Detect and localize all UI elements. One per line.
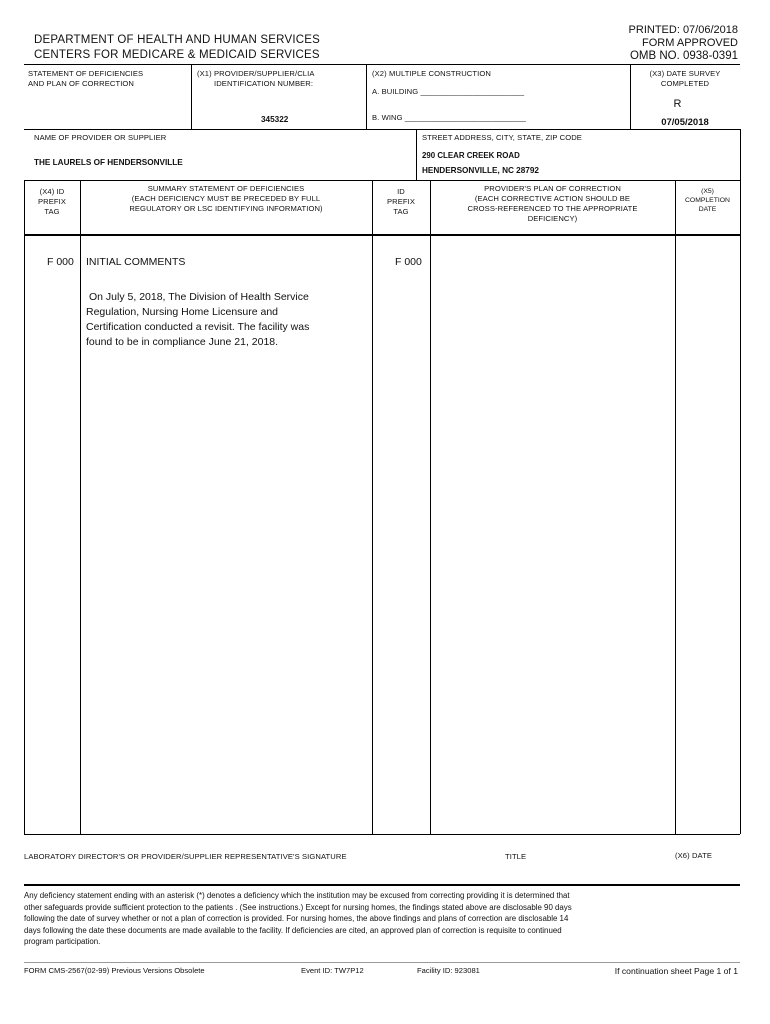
event-id: Event ID: TW7P12 xyxy=(301,966,364,975)
disclaimer: Any deficiency statement ending with an asterisk (*) denotes a deficiency which the institution may be excused from correcting providing it is determined that other safeguards provide sufficient protection to the patients . (See instructions.) Except for nursing homes, the findings stated above are disclosable 90 days following the date of survey whether or not a plan of correction is provided. For nursing homes, the above findings and plans of correction are disclosable 14 days following the date these documents are made available to the facility. If deficiencies are cited, an approved plan of correction is requisite to continued program participation. xyxy=(24,891,572,946)
entry-heading: INITIAL COMMENTS xyxy=(86,256,186,268)
multiple-construction-label: (X2) MULTIPLE CONSTRUCTION xyxy=(372,69,491,78)
plan-header: PROVIDER'S PLAN OF CORRECTION (EACH CORRECTIVE ACTION SHOULD BE CROSS-REFERENCED TO THE APPROPRIATE DEFICIENCY) xyxy=(467,184,638,223)
divider xyxy=(24,180,25,834)
form-info xyxy=(629,24,738,63)
continuation-page: If continuation sheet Page 1 of 1 xyxy=(614,966,738,976)
id-prefix-header: ID PREFIX TAG xyxy=(386,187,416,216)
signature-bottom-border xyxy=(24,884,740,886)
divider xyxy=(740,129,741,180)
facility-id: Facility ID: 923081 xyxy=(417,966,480,975)
address-label: STREET ADDRESS, CITY, STATE, ZIP CODE xyxy=(422,133,582,142)
date-label: (X6) DATE xyxy=(675,851,713,860)
divider xyxy=(366,64,367,129)
signature-label: LABORATORY DIRECTOR'S OR PROVIDER/SUPPLIER REPRESENTATIVE'S SIGNATURE xyxy=(24,852,347,861)
x4-header: (X4) ID PREFIX TAG xyxy=(37,187,67,216)
printed-date: PRINTED: 07/06/2018 xyxy=(628,24,738,36)
building-field: A. BUILDING ________________________ xyxy=(372,87,525,96)
city-state-zip: HENDERSONVILLE, NC 28792 xyxy=(422,166,539,175)
entry-text: On July 5, 2018, The Division of Health Service Regulation, Nursing Home Licensure and Certification conducted a revisit. The facility was found to be in compliance June 21, 2018. xyxy=(86,291,310,348)
summary-header: SUMMARY STATEMENT OF DEFICIENCIES (EACH DEFICIENCY MUST BE PRECEDED BY FULL REGULATORY OR LSC IDENTIFYING INFORMATION) xyxy=(129,184,323,213)
divider xyxy=(24,180,740,181)
divider xyxy=(416,129,417,180)
deficiency-tag: F 000 xyxy=(47,256,74,268)
provider-id-label: (X1) PROVIDER/SUPPLIER/CLIA IDENTIFICATION NUMBER: xyxy=(197,69,315,88)
survey-code: R xyxy=(673,98,682,110)
divider xyxy=(372,180,373,834)
divider xyxy=(24,129,740,130)
column-header-border xyxy=(24,234,740,236)
provider-name-label: NAME OF PROVIDER OR SUPPLIER xyxy=(34,133,167,142)
statement-label: STATEMENT OF DEFICIENCIES AND PLAN OF CORRECTION xyxy=(28,69,144,88)
omb-number: OMB NO. 0938-0391 xyxy=(629,50,738,62)
provider-id-value: 345322 xyxy=(261,115,289,124)
footer-border xyxy=(24,962,740,963)
divider xyxy=(80,180,81,834)
center-name: CENTERS FOR MEDICARE & MEDICAID SERVICES xyxy=(34,49,320,61)
divider xyxy=(740,180,741,834)
wing-field: B. WING ____________________________ xyxy=(372,113,526,122)
divider xyxy=(430,180,431,834)
divider xyxy=(191,64,192,129)
x5-header: (X5) COMPLETION DATE xyxy=(685,188,730,213)
signature-border xyxy=(24,834,740,835)
street-address: 290 CLEAR CREEK ROAD xyxy=(422,151,520,160)
date-survey-label: (X3) DATE SURVEY COMPLETED xyxy=(649,69,721,88)
form-approved: FORM APPROVED xyxy=(642,37,738,49)
title-label: TITLE xyxy=(505,852,527,861)
divider xyxy=(675,180,676,834)
department-name: DEPARTMENT OF HEALTH AND HUMAN SERVICES xyxy=(34,34,320,46)
provider-name: THE LAURELS OF HENDERSONVILLE xyxy=(34,158,183,167)
survey-date: 07/05/2018 xyxy=(661,117,709,128)
agency-header xyxy=(34,33,320,63)
form-number: FORM CMS-2567(02-99) Previous Versions Obsolete xyxy=(24,966,205,975)
top-box-border xyxy=(24,64,740,65)
correction-tag: F 000 xyxy=(395,256,422,268)
